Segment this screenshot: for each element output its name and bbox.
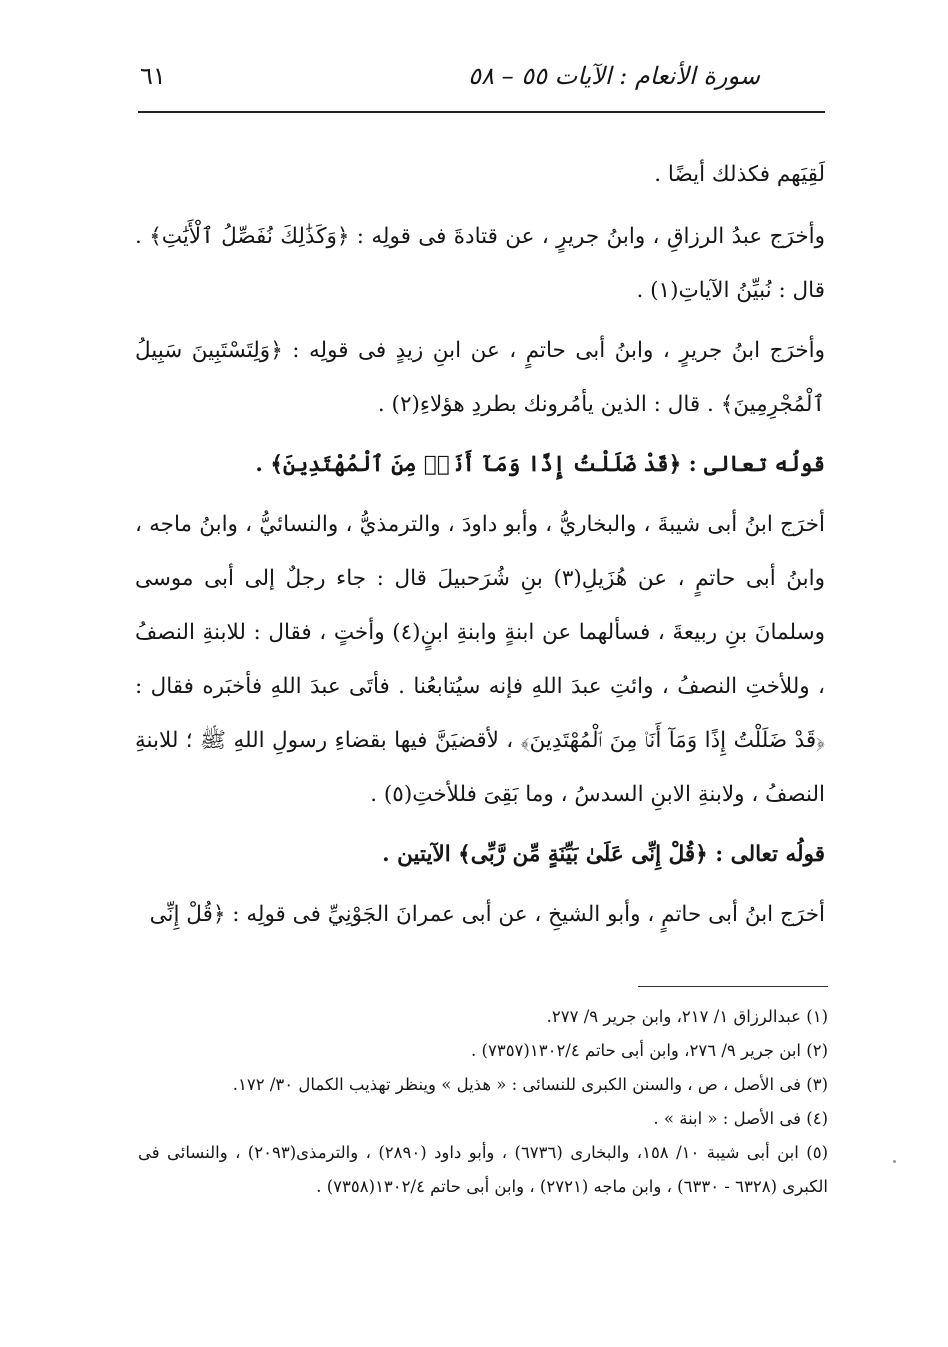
header-title: سورة الأنعام : الآيات ٥٥ – ٥٨: [468, 62, 760, 90]
verse-heading: قولُه تعالى : ﴿قَدْ ضَلَلْتُ إِذًا وَمَآ أَنَا۠ مِنَ ٱلْمُهْتَدِينَ﴾ .: [255, 452, 825, 477]
running-header: [140, 62, 820, 102]
paragraph: أخرَج ابنُ أبى حاتمٍ ، وأبو الشيخِ ، عن أبى عمرانَ الجَوْنِيِّ فى قولِه : ﴿قُلْ إِنِّى: [149, 902, 825, 927]
page-number: ٦١: [140, 62, 166, 90]
footnote: (٣) فى الأصل ، ص ، والسنن الكبرى للنسائى : « هذيل » وينظر تهذيب الكمال ٣٠/ ١٧٢.: [232, 1075, 828, 1094]
footnote: (١) عبدالرزاق ١/ ٢١٧، وابن جرير ٩/ ٢٧٧.: [546, 1007, 828, 1026]
paragraph: أخرَج ابنُ أبى شيبةَ ، والبخاريُّ ، وأبو داودَ ، والترمذيُّ ، والنسائيُّ ، وابنُ ماجه ، وابنُ أبى حاتمٍ ، عن هُزَيلِ(٣) بنِ شُرَحبيلَ قال : جاء رجلٌ إلى أبى موسى وسلمانَ بنِ ربيعةَ ، فسألهما عن ابنةٍ وابنةِ ابنٍ(٤) وأختٍ ، فقال : للابنةِ النصفُ ، وللأختِ النصفُ ، وائتِ عبدَ اللهِ فإنه سيُتابعُنا . فأتَى عبدَ اللهِ فأخبَره فقال : ﴿قَدْ ضَلَلْتُ إِذًا وَمَآ أَنَا۠ مِنَ ٱلْمُهْتَدِينَ﴾ ، لأقضيَنَّ فيها بقضاءِ رسولِ اللهِ ﷺ ؛ للابنةِ النصفُ ، ولابنةِ الابنِ السدسُ ، وما بَقِىَ فللأختِ(٥) .: [135, 512, 825, 807]
margin-speck: [893, 1160, 896, 1163]
main-text: [135, 148, 825, 948]
footnote: (٥) ابن أبى شيبة ١٠/ ١٥٨، والبخارى (٦٧٣٦) ، وأبو داود (٢٨٩٠) ، والترمذى(٢٠٩٣) ، والنسائى فى الكبرى (٦٣٢٨ - ٦٣٣٠) ، وابن ماجه (٢٧٢١) ، وابن أبى حاتم ١٣٠٢/٤(٧٣٥٨) .: [138, 1143, 829, 1196]
footnote-separator: [638, 986, 828, 987]
paragraph: وأخرَج ابنُ جريرٍ ، وابنُ أبى حاتمٍ ، عن ابنِ زيدٍ فى قولِه : ﴿وَلِتَسْتَبِينَ سَبِيلُ ٱلْمُجْرِمِينَ﴾ . قال : الذين يأمُرونك بطردِ هؤلاءِ(٢) .: [135, 338, 825, 417]
paragraph: لَقِيَهم فكذلك أيضًا .: [654, 162, 825, 187]
verse-heading: قولُه تعالى : ﴿قُلْ إِنِّى عَلَىٰ بَيِّنَةٍ مِّن رَّبِّى﴾ الآيتين .: [382, 842, 825, 867]
footnotes: [138, 1000, 828, 1204]
header-rule: [138, 111, 825, 113]
footnote: (٤) فى الأصل : « ابنة » .: [653, 1109, 828, 1128]
footnote: (٢) ابن جرير ٩/ ٢٧٦، وابن أبى حاتم ١٣٠٢/٤(٧٣٥٧) .: [471, 1041, 828, 1060]
paragraph: وأخرَج عبدُ الرزاقِ ، وابنُ جريرٍ ، عن قتادةَ فى قولِه : ﴿وَكَذَٰلِكَ نُفَصِّلُ ٱلْأَيَٰتِ﴾ . قال : نُبيِّنُ الآياتِ(١) .: [135, 224, 825, 303]
